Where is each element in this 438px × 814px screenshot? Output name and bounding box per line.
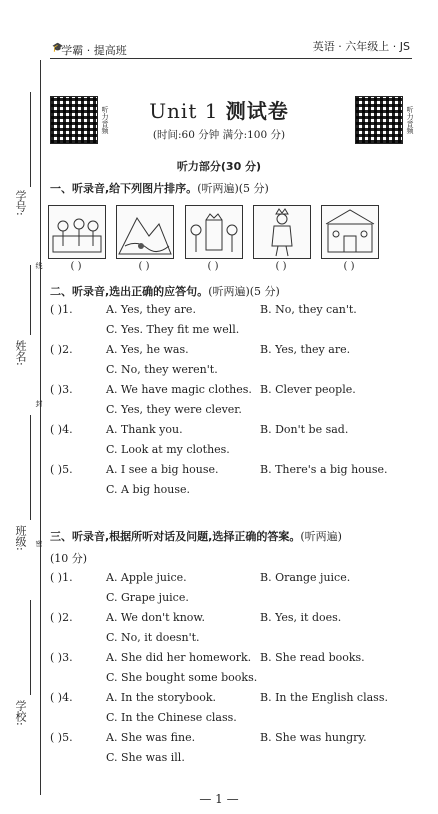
option-b[interactable]: B. She was hungry. [260,731,367,744]
option-c[interactable]: C. No, they weren't. [106,363,218,376]
option-c[interactable]: C. No, it doesn't. [106,631,200,644]
question-number[interactable]: ( )4. [50,691,73,704]
option-b[interactable]: B. Clever people. [260,383,356,396]
question-number[interactable]: ( )3. [50,383,73,396]
section1-title: 一、听录音,给下列图片排序。(听两遍)(5 分) [50,182,269,195]
option-a[interactable]: A. Apple juice. [106,571,187,584]
section3-title: 三、听录音,根据所听对话及问题,选择正确的答案。(听两遍) [50,530,342,543]
picture-5 [321,205,379,259]
option-c[interactable]: C. She bought some books. [106,671,258,684]
option-b[interactable]: B. Don't be sad. [260,423,349,436]
option-b[interactable]: B. There's a big house. [260,463,388,476]
option-a[interactable]: A. Yes, he was. [106,343,189,356]
page-number: — 1 — [199,792,239,806]
seal-mark-seal: 封 [35,400,43,407]
option-a[interactable]: A. Thank you. [106,423,183,436]
class-field[interactable] [30,415,31,520]
picture-1-answer[interactable]: ( ) [70,261,82,272]
name-field[interactable] [30,265,31,335]
list-item [50,688,430,728]
picture-3 [185,205,243,259]
question-number[interactable]: ( )1. [50,571,73,584]
list-item [50,648,430,688]
title-unit: Unit 1 [149,99,226,123]
list-item [50,460,430,500]
page-title [0,95,438,124]
picture-4-answer[interactable]: ( ) [275,261,287,272]
header-divider [50,58,412,59]
qr-right-label: 听力音频 [406,106,414,134]
question-number[interactable]: ( )4. [50,423,73,436]
name-label: 姓名: [14,340,27,366]
list-item [50,380,430,420]
option-b[interactable]: B. She read books. [260,651,365,664]
classroom-scene-icon [49,206,105,258]
seal-mark-dense: 密 [35,540,43,547]
section2-title: 二、听录音,选出正确的应答句。(听两遍)(5 分) [50,285,280,298]
option-c[interactable]: C. Look at my clothes. [106,443,230,456]
list-item [50,608,430,648]
picture-4 [253,205,311,259]
section2-questions [50,300,430,500]
picture-3-answer[interactable]: ( ) [207,261,219,272]
palace-scene-icon [322,206,378,258]
question-number[interactable]: ( )3. [50,651,73,664]
list-item [50,420,430,460]
picture-1 [48,205,106,259]
question-number[interactable]: ( )5. [50,731,73,744]
cap-icon: 🎓 [52,43,64,53]
king-figure-icon [254,206,310,258]
option-a[interactable]: A. She was fine. [106,731,196,744]
option-a[interactable]: A. In the storybook. [106,691,216,704]
subject-label: 英语 · 六年级上 · JS [312,40,410,53]
qr-left-label: 听力音频 [101,106,109,134]
option-a[interactable]: A. We don't know. [106,611,206,624]
mountain-scene-icon [117,206,173,258]
picture-5-answer[interactable]: ( ) [343,261,355,272]
title-name: 测试卷 [225,99,289,123]
list-item [50,340,430,380]
question-number[interactable]: ( )2. [50,611,73,624]
question-number[interactable]: ( )1. [50,303,73,316]
option-c[interactable]: C. In the Chinese class. [106,711,237,724]
option-b[interactable]: B. No, they can't. [260,303,357,316]
option-a[interactable]: A. Yes, they are. [106,303,196,316]
picture-row [48,205,428,275]
class-label: 班级: [14,525,27,551]
option-a[interactable]: A. We have magic clothes. [106,383,252,396]
brand-label: 🎓学霸 · 提高班 [52,43,127,57]
option-c[interactable]: C. Yes, they were clever. [106,403,242,416]
section3-questions [50,568,430,768]
list-item [50,300,430,340]
student-id-label: 学号: [14,190,27,216]
list-item [50,728,430,768]
royal-court-icon [186,206,242,258]
option-b[interactable]: B. Orange juice. [260,571,351,584]
seal-mark-line: 线 [35,262,43,269]
option-b[interactable]: B. In the English class. [260,691,388,704]
question-number[interactable]: ( )2. [50,343,73,356]
option-a[interactable]: A. She did her homework. [106,651,252,664]
option-a[interactable]: A. I see a big house. [106,463,219,476]
listening-header: 听力部分(30 分) [176,160,262,173]
option-c[interactable]: C. Grape juice. [106,591,189,604]
option-c[interactable]: C. Yes. They fit me well. [106,323,240,336]
section3-score: (10 分) [50,552,88,565]
picture-2-answer[interactable]: ( ) [138,261,150,272]
school-field[interactable] [30,600,31,695]
option-b[interactable]: B. Yes, it does. [260,611,342,624]
school-label: 学校: [14,700,27,726]
option-c[interactable]: C. A big house. [106,483,190,496]
option-b[interactable]: B. Yes, they are. [260,343,351,356]
option-c[interactable]: C. She was ill. [106,751,185,764]
question-number[interactable]: ( )5. [50,463,73,476]
page-subtitle: (时间:60 分钟 满分:100 分) [152,129,286,141]
list-item [50,568,430,608]
picture-2 [116,205,174,259]
